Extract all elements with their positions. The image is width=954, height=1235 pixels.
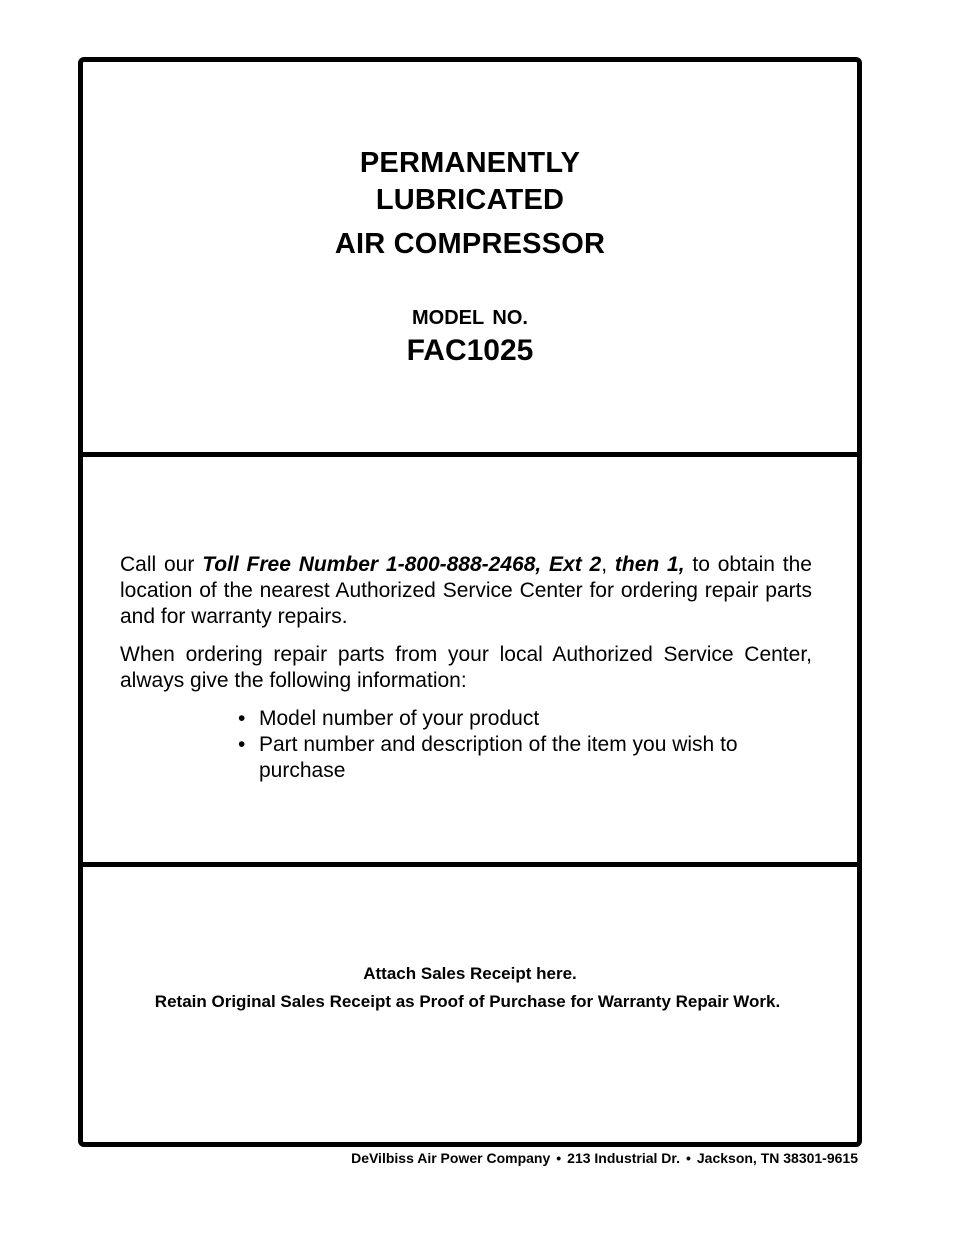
footer-company: DeVilbiss Air Power Company: [351, 1150, 551, 1166]
model-label: MODEL NO.: [412, 307, 528, 329]
toll-free-suffix: to obtain the location of the nearest Authorized Service Center for ordering repair parts and for warranty repairs.: [120, 553, 812, 628]
bullet-icon: •: [238, 733, 246, 756]
toll-free-comma: ,: [601, 553, 615, 576]
footer-separator: •: [556, 1150, 562, 1166]
title-line-3: AIR COMPRESSOR: [334, 228, 606, 260]
service-paragraph-1: [120, 552, 812, 630]
model-number: FAC1025: [406, 334, 534, 367]
document-frame: [78, 57, 862, 1147]
footer-city: Jackson, TN 38301-9615: [696, 1150, 858, 1166]
title-section: [83, 62, 857, 452]
footer-separator: •: [685, 1150, 691, 1166]
bullet-icon: •: [238, 707, 246, 730]
bullet-text: Part number and description of the item you wish to purchase: [259, 733, 738, 782]
receipt-section: [83, 960, 857, 1016]
footer-address: 213 Industrial Dr.: [567, 1150, 680, 1166]
toll-free-number: Toll Free Number 1-800-888-2468, Ext 2: [202, 553, 602, 576]
bullet-text: Model number of your product: [259, 707, 540, 730]
company-footer: [351, 1150, 858, 1166]
service-paragraph-2: When ordering repair parts from your local Authorized Service Center, always give the following information:: [120, 643, 812, 692]
service-info-section: [120, 552, 812, 784]
toll-free-prefix: Call our: [120, 553, 203, 576]
info-bullet-list: [238, 706, 738, 784]
section-divider-2: [83, 862, 857, 867]
list-item: [238, 706, 738, 732]
list-item: [238, 732, 738, 784]
toll-free-option: then 1,: [614, 553, 685, 576]
receipt-instruction: Attach Sales Receipt here.: [363, 964, 577, 983]
title-line-1: PERMANENTLY: [359, 147, 581, 179]
section-divider-1: [83, 452, 857, 457]
receipt-retention-note: Retain Original Sales Receipt as Proof of Purchase for Warranty Repair Work.: [154, 992, 781, 1011]
title-line-2: LUBRICATED: [375, 184, 565, 216]
